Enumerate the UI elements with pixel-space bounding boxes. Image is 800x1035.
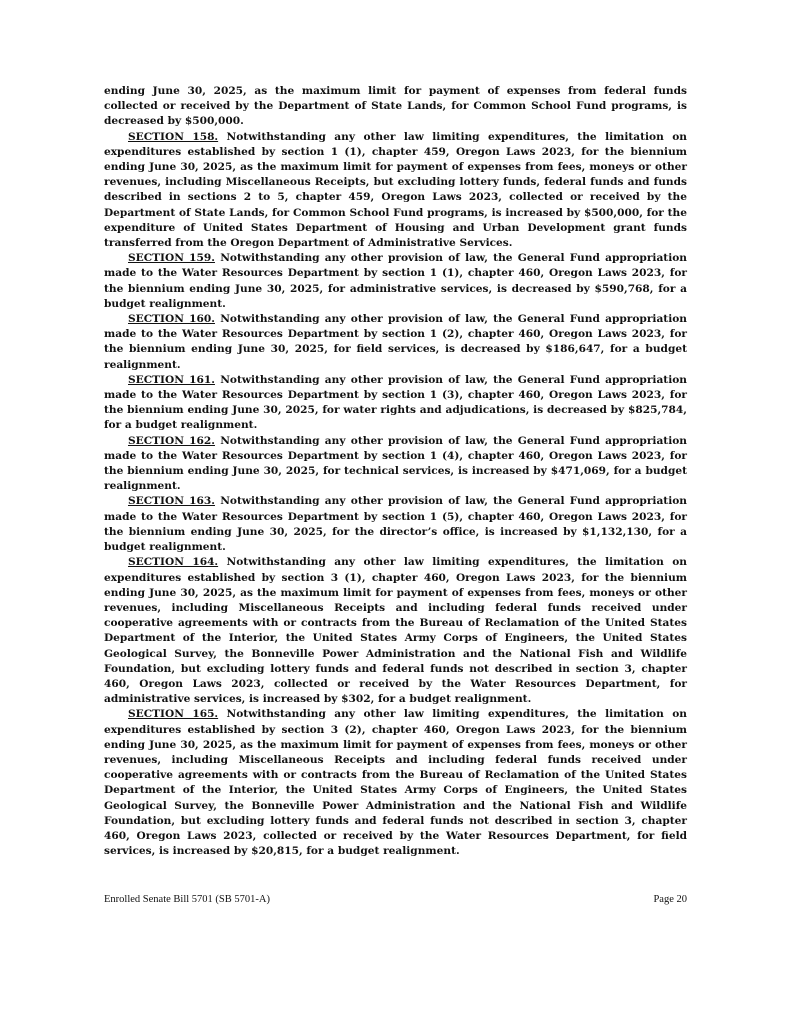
section-text: Notwithstanding any other provision of law, the General Fund appropriation made to the Water Resources Department by section 1 (3), chapter 460, Oregon Laws 2023, for the biennium ending June 30, 2025, for water rights and adjudications, is decreased by $825,784, for a budget realignment. <box>104 373 687 432</box>
section-158 <box>104 130 687 252</box>
bill-name: Enrolled Senate Bill 5701 (SB 5701-A) <box>104 894 270 905</box>
document-body <box>104 84 687 859</box>
section-heading: SECTION 161. <box>128 373 215 386</box>
section-text: Notwithstanding any other provision of law, the General Fund appropriation made to the Water Resources Department by section 1 (1), chapter 460, Oregon Laws 2023, for the biennium ending June 30, 2025, for administrative services, is decreased by $590,768, for a budget realignment. <box>104 252 687 310</box>
section-heading: SECTION 160. <box>128 313 215 326</box>
section-text: Notwithstanding any other law limiting expenditures, the limitation on expenditures established by section 3 (2), chapter 460, Oregon Laws 2023, for the biennium ending June 30, 2025, as the maximum limit for payment of expenses from fees, moneys or other revenues, including Miscellaneous Receipts and including federal funds received under cooperative agreements with or contracts from the Bureau of Reclamation of the United States Department of the Interior, the United States Army Corps of Engineers, the United States Geological Survey, the Bonneville Power Administration and the National Fish and Wildlife Foundation, but excluding lottery funds and federal funds not described in section 3, chapter 460, Oregon Laws 2023, collected or received by the Water Resources Department, for field services, is increased by $20,815, for a budget realignment. <box>104 708 687 858</box>
section-text: Notwithstanding any other provision of law, the General Fund appropriation made to the Water Resources Department by section 1 (2), chapter 460, Oregon Laws 2023, for the biennium ending June 30, 2025, for field services, is decreased by $186,647, for a budget realignment. <box>104 313 687 371</box>
section-160 <box>104 312 687 373</box>
section-165 <box>104 707 687 859</box>
section-heading: SECTION 164. <box>128 556 219 569</box>
page-number: Page 20 <box>653 894 687 905</box>
section-161 <box>104 373 687 434</box>
page-footer <box>104 894 687 905</box>
section-159 <box>104 251 687 312</box>
section-heading: SECTION 159. <box>128 252 215 265</box>
section-heading: SECTION 163. <box>128 495 215 508</box>
section-text: Notwithstanding any other law limiting expenditures, the limitation on expenditures established by section 1 (1), chapter 459, Oregon Laws 2023, for the biennium ending June 30, 2025, as the maximum limit for payment of expenses from fees, moneys or other revenues, including Miscellaneous Receipts, but excluding lottery funds, federal funds and funds described in sections 2 to 5, chapter 459, Oregon Laws 2023, collected or received by the Department of State Lands, for Common School Fund programs, is increased by $500,000, for the expenditure of United States Department of Housing and Urban Development grant funds transferred from the Oregon Department of Administrative Services. <box>104 130 687 250</box>
section-heading: SECTION 162. <box>128 434 215 447</box>
continuation-paragraph: ending June 30, 2025, as the maximum limit for payment of expenses from federal funds collected or received by the Department of State Lands, for Common School Fund programs, is decreased by $500,000. <box>104 85 687 128</box>
section-text: Notwithstanding any other law limiting expenditures, the limitation on expenditures established by section 3 (1), chapter 460, Oregon Laws 2023, for the biennium ending June 30, 2025, as the maximum limit for payment of expenses from fees, moneys or other revenues, including Miscellaneous Receipts and including federal funds received under cooperative agreements with or contracts from the Bureau of Reclamation of the United States Department of the Interior, the United States Army Corps of Engineers, the United States Geological Survey, the Bonneville Power Administration and the National Fish and Wildlife Foundation, but excluding lottery funds and federal funds not described in section 3, chapter 460, Oregon Laws 2023, collected or received by the Water Resources Department, for administrative services, is increased by $302, for a budget realignment. <box>104 556 687 706</box>
section-heading: SECTION 165. <box>128 708 219 721</box>
section-text: Notwithstanding any other provision of law, the General Fund appropriation made to the Water Resources Department by section 1 (4), chapter 460, Oregon Laws 2023, for the biennium ending June 30, 2025, for technical services, is increased by $471,069, for a budget realignment. <box>104 434 687 493</box>
section-164 <box>104 555 687 707</box>
section-162 <box>104 434 687 495</box>
section-163 <box>104 494 687 555</box>
section-heading: SECTION 158. <box>128 130 219 143</box>
section-text: Notwithstanding any other provision of law, the General Fund appropriation made to the Water Resources Department by section 1 (5), chapter 460, Oregon Laws 2023, for the biennium ending June 30, 2025, for the director’s office, is increased by $1,132,130, for a budget realignment. <box>104 495 687 554</box>
